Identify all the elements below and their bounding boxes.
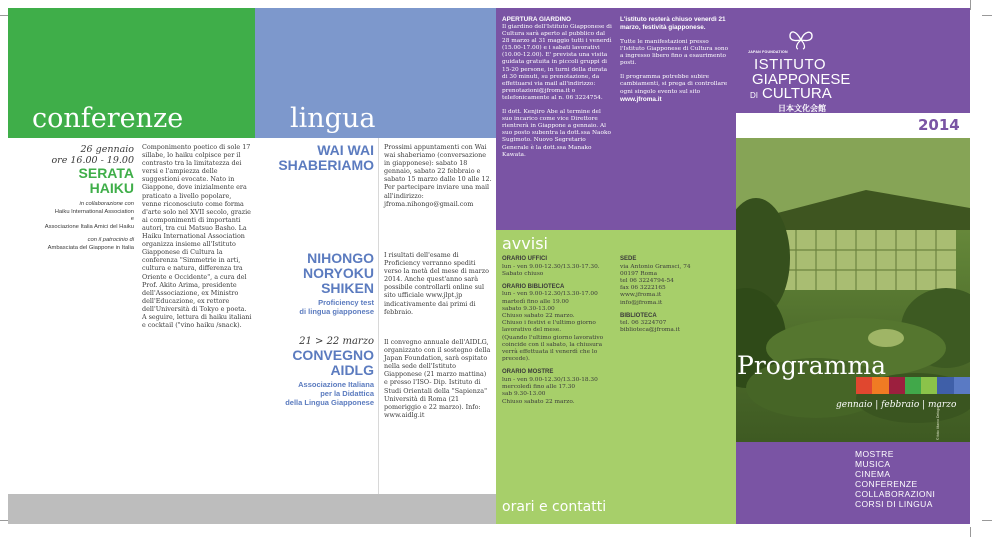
contatti-column [620,256,732,335]
nihongo-title-line: NORYOKU [302,265,374,281]
garden-photo [736,138,970,442]
logo-cultura: CULTURA [762,85,832,102]
conferenze-title: conferenze [32,103,184,134]
mostre-heading: ORARIO MOSTRE [502,369,554,376]
giardino-block [502,16,612,159]
collab-line: Haiku International Association [54,208,134,215]
sede-email[interactable]: info@jfroma.it [620,299,663,306]
nihongo-text: I risultati dell'esame di Proficiency verranno spediti verso la metà del mese di marzo 2014. Anche quest'anno sarà possibile controllarli online sul sito ufficiale www.jlpt.jp indicativamente dai primi di febbraio. [384,251,489,316]
convegno-text: Il convegno annuale dell'AIDLG, organizzato con il sostegno della Japan Foundation, sarà ospitato nella sede dell'Istituto Giapponese (21 marzo mattina) e presso l'ISO- Dip. Istituto di Studi Orientali della "Sapienza" Università di Roma (21 pomeriggio e 22 marzo). Info: www.aidlg.it [384,338,491,419]
collab-line: e [130,216,134,223]
convegno-subtitle: per la Didattica [320,389,374,398]
biblio-line: lavorativo del mese. [502,327,562,334]
nihongo-heading [256,251,374,316]
event-date: 26 gennaio [80,144,134,155]
lingua-title: lingua [290,103,376,134]
serata-haiku-description: Componimento poetico di sole 17 sillabe, lo haiku colpisce per il contrasto tra la limitatezza dei versi e l'ampiezza delle suggestioni evocate. Nato in Giappone, dove inizialmente era praticato a livello popolare, venne riconosciuto come forma d'arte solo nel XVII secolo, grazie ai componimenti di importanti autori, tra cui Matsuo Basho. La Haiku International Association organizza insieme all'Istituto Giapponese di Cultura la conferenza "Simmetrie in arti, cultura e natura, differenza tra Oriente e Occidente", a cura del Prof. Akito Arima, presidente dell'Associazione, ex Ministro dell'Educazione, ex rettore dell'Università di Tokyo e poeta. A seguire, lettura di haiku italiani e cocktail ("vino haiku /snack). [142,143,252,330]
sede-line: fax 06 3222165 [620,285,666,292]
giardino-text: Il giardino dell'Istituto Giapponese di Cultura sarà aperto al pubblico dal 28 marzo al 31 maggio tutti i venerdì (15.00-17.00) e i sabati lavorativi (10.00-12.00). E' prevista una visita guidata gratuita in piccoli gruppi di 15-20 persone, in turni della durata di 30 minuti, su prenotazione, da effettuarsi via mail all'indirizzo: prenotazioni@jfroma.it o telefonicamente al n. 06 3224754. [502,24,612,101]
mostre-line: lun - ven 9.00-12.30/13.30-18.30 [502,376,598,383]
event-title-line: SERATA [78,165,134,181]
menu-item-corsi: CORSI DI LINGUA [855,499,933,509]
chiuso-block [620,16,732,104]
crop-mark [982,520,992,521]
biblioteca-line: tel. 06 3224707 [620,320,667,327]
uffici-line: Sabato chiuso [502,270,544,277]
biblio-line: coincide con il sabato, la chiusura [502,341,603,348]
crop-mark [970,0,971,10]
crop-mark [982,15,992,16]
sede-line: tel 06 3224794-54 [620,277,674,284]
menu-item-musica: MUSICA [855,459,891,469]
menu-item-conferenze: CONFERENZE [855,479,918,489]
convegno-title-line: CONVEGNO [292,347,374,363]
biblio-line: sabato 9.30-13.00 [502,305,555,312]
mostre-line: sab 9.30-13.00 [502,391,546,398]
event-title-line: HAIKU [89,180,134,196]
crop-mark [970,527,971,537]
nihongo-subtitle: Proficiency test [318,298,374,307]
menu-item-collaborazioni: COLLABORAZIONI [855,489,936,499]
swatch [954,377,970,394]
waiwai-heading [256,143,374,173]
director-text: Il dott. Kenjiro Abe al termine del suo incarico come vice Direttore rientrerà in Giappone a gennaio. Al suo posto subentra la dott.ssa Naoko Sugimoto. Nuovo Segretario Generale è la dott.ssa Manako Kawata. [502,109,611,158]
mostre-line: mercoledì fino alle 17.30 [502,384,576,391]
swatch [905,377,921,394]
programma-note: Il programma potrebbe subire cambiamenti, si prega di controllare ogni singolo evento sul sito [620,74,728,95]
swatch [921,377,937,394]
category-menu [855,449,935,509]
biblioteca-email[interactable]: biblioteca@jfroma.it [620,327,680,334]
logo-japanese: 日本文化会館 [778,104,826,113]
serata-haiku-heading [10,144,134,196]
sede-line: via Antonio Gramsci, 74 [620,263,691,270]
uffici-heading: ORARIO UFFICI [502,256,547,262]
collab-intro: in collaborazione con [79,201,134,207]
waiwai-text: Prossimi appuntamenti con Wai wai shaberiamo (conversazione in giapponese): sabato 18 gennaio, sabato 22 febbraio e sabato 15 marzo dalle 10 alle 12. Per partecipare inviare una mail all'indirizzo: jfroma.nihongo@gmail.com [384,143,492,208]
waiwai-title-line: WAI WAI [317,142,374,158]
event-time: ore 16.00 - 19.00 [51,155,134,166]
swatch [937,377,953,394]
convegno-title-line: AIDLG [330,362,374,378]
convegno-date: 21 > 22 marzo [299,336,374,347]
patron-intro: con il patrocinio di [87,237,134,244]
photo-credit: © foto: Marco Delogu [936,406,940,440]
collab-line: Associazione Italia Amici del Haiku [44,223,134,230]
logo-di: DI [750,91,758,100]
programma-months: gennaio | febbraio | marzo [836,400,957,410]
year-label: 2014 [918,116,960,134]
sede-website[interactable]: www.jfroma.it [620,292,662,299]
avvisi-title: avvisi [502,234,548,253]
collab-info [8,201,134,253]
convegno-subtitle: Associazione Italiana [298,380,374,389]
biblio-line: lun - ven 9.00-12.30/13.30-17.00 [502,291,598,298]
biblio-line: Chiuso sabato 22 marzo. [502,313,575,320]
chiuso-title: L'istituto resterà chiuso venerdì 21 marzo, festività giapponese. [620,16,726,31]
nihongo-title-line: NIHONGO [307,250,374,266]
menu-item-mostre: MOSTRE [855,449,894,459]
biblio-line: verrà effettuata il venerdì che lo [502,349,598,356]
biblio-line: precede). [502,356,530,363]
butterfly-icon [788,28,814,54]
convegno-heading [256,336,374,407]
uffici-line: lun - ven 9.00-12.30/13.30-17.30. [502,263,600,270]
biblio-line: martedì fino alle 19.00 [502,298,569,305]
chiuso-site[interactable]: www.jfroma.it [620,95,662,103]
mostre-line: Chiuso sabato 22 marzo. [502,398,575,405]
convegno-subtitle: della Lingua Giapponese [285,398,374,407]
logo-foundation-text: JAPAN FOUNDATION [748,50,788,54]
giardino-title: APERTURA GIARDINO [502,16,571,23]
nihongo-subtitle: di lingua giapponese [299,307,374,316]
sede-heading: SEDE [620,256,637,262]
orari-contatti-title: orari e contatti [502,499,607,515]
orari-column [502,256,614,406]
biblioteca-heading: BIBLIOTECA [620,312,657,319]
menu-item-cinema: CINEMA [855,469,891,479]
biblio-heading: ORARIO BIBLIOTECA [502,283,565,290]
lingua-divider [378,138,379,494]
nihongo-title-line: SHIKEN [321,280,374,296]
biblio-line: Chiuso i festivi e l'ultimo giorno [502,320,596,327]
patron: Ambasciata del Giappone in Italia [47,244,134,251]
chiuso-text: Tutte le manifestazioni presso l'Istituto Giapponese di Cultura sono a ingresso libero fino a esaurimento posti. [620,39,729,67]
logo-line: ISTITUTO [754,56,827,73]
garden-illustration [736,138,970,442]
waiwai-title-line: SHABERIAMO [278,157,374,173]
bottom-band [8,494,496,524]
programma-title: Programma [737,351,886,380]
swatch [889,377,905,394]
biblio-line: (Quando l'ultimo giorno lavorativo [502,334,604,341]
logo-line: GIAPPONESE [752,71,851,88]
sede-line: 00197 Roma [620,270,658,277]
